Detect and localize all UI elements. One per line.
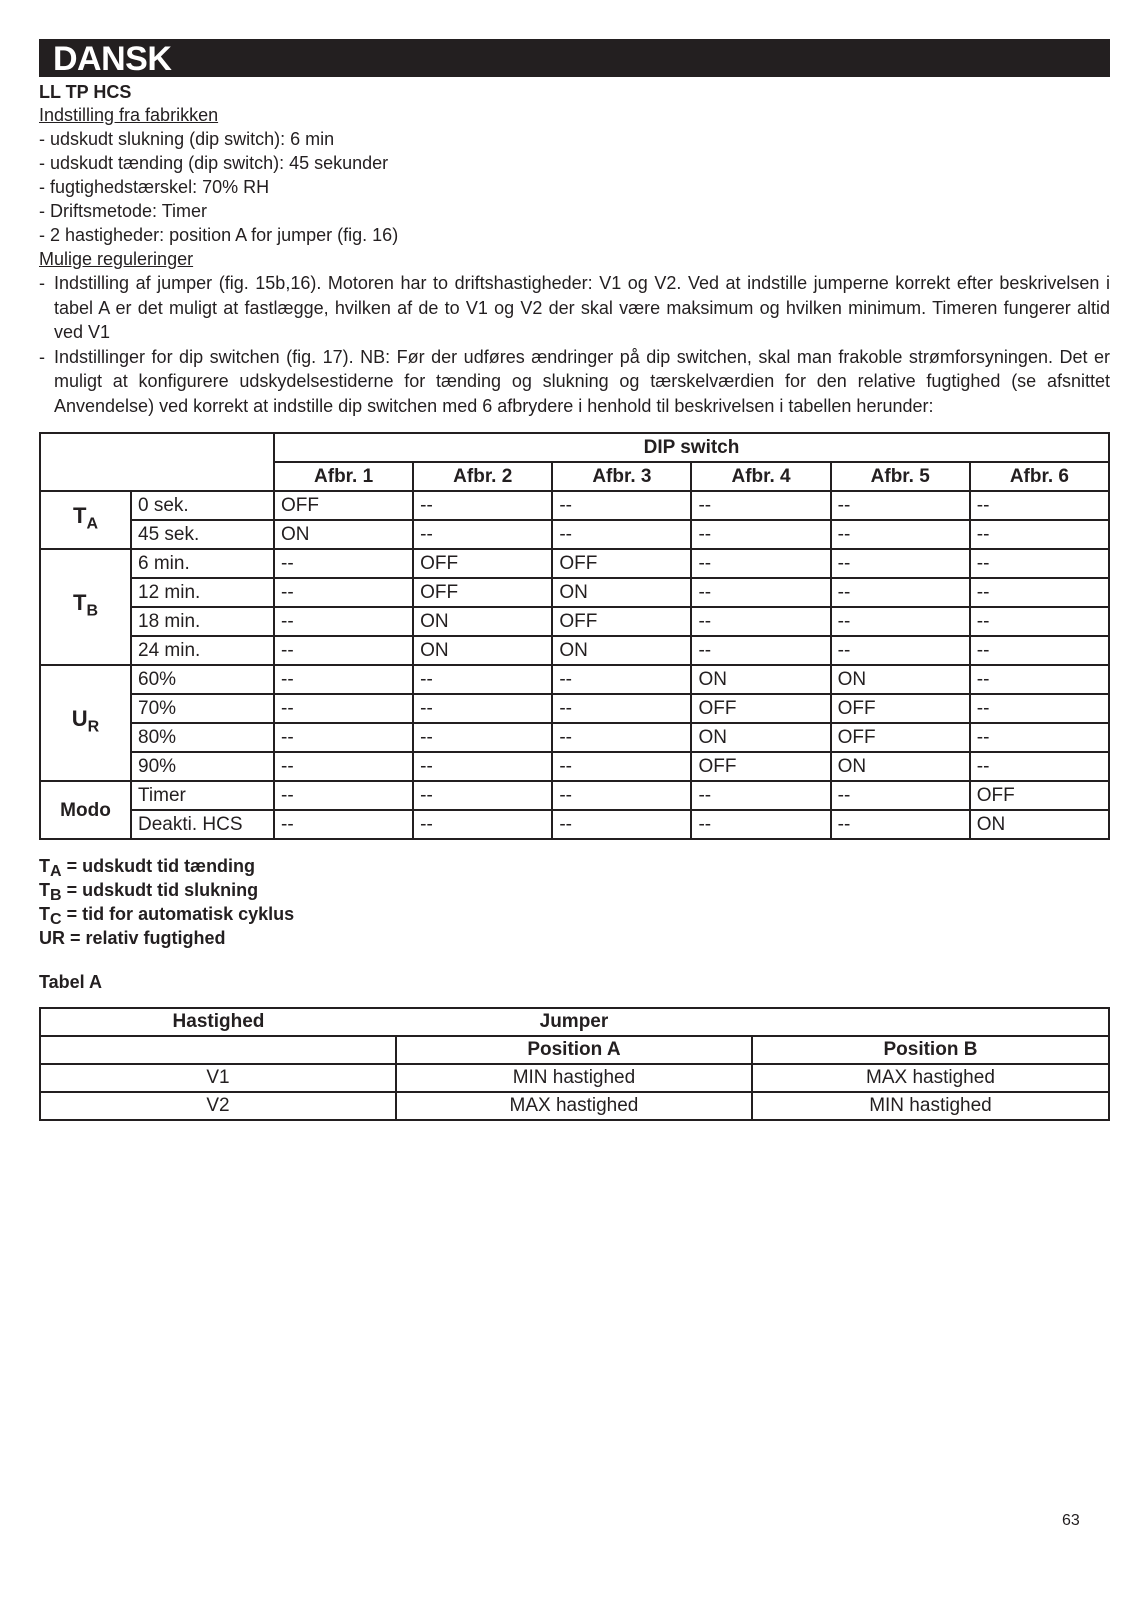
switch-state-cell: -- — [413, 520, 552, 549]
switch-state-cell: -- — [413, 694, 552, 723]
table-row — [40, 810, 1109, 839]
group-subscript: R — [87, 718, 100, 736]
group-label — [40, 491, 131, 549]
legend-symbol: T — [39, 904, 50, 924]
setting-label: 70% — [131, 694, 274, 723]
switch-state-cell: -- — [274, 781, 413, 810]
empty-cell — [40, 1036, 396, 1064]
switch-state-cell: OFF — [970, 781, 1109, 810]
table-row — [40, 607, 1109, 636]
position-b-cell: MAX hastighed — [752, 1064, 1109, 1092]
switch-state-cell: -- — [413, 752, 552, 781]
switch-column-header: Afbr. 3 — [552, 462, 691, 491]
switch-state-cell: -- — [552, 491, 691, 520]
switch-state-cell: -- — [691, 578, 830, 607]
switch-state-cell: -- — [691, 781, 830, 810]
switch-state-cell: OFF — [831, 694, 970, 723]
switch-state-cell: -- — [970, 694, 1109, 723]
jumper-subheader-row — [40, 1036, 1109, 1064]
table-row — [40, 520, 1109, 549]
switch-state-cell: -- — [274, 578, 413, 607]
legend-subscript: C — [50, 911, 62, 928]
switch-state-cell: -- — [831, 636, 970, 665]
switch-state-cell: OFF — [691, 752, 830, 781]
document-page — [39, 39, 1110, 1121]
group-label — [40, 781, 131, 839]
group-symbol: Modo — [60, 799, 111, 821]
switch-state-cell: -- — [970, 665, 1109, 694]
switch-state-cell: -- — [970, 607, 1109, 636]
dip-switch-table — [39, 432, 1110, 840]
table-row — [40, 578, 1109, 607]
adjust-item-text: Indstillinger for dip switchen (fig. 17). NB: Før der udføres ændringer på dip switchen, skal man frakoble strømforsyningen. Det er muligt at konfigurere udskydelsestiderne for tænding og slukning og tærskelværdien for den relative fugtighed (se afsnittet Anvendelse) ved korrekt at indstille dip switchen med 6 afbrydere i henhold til beskrivelsen i tabellen herunder: — [54, 346, 1110, 416]
table-row — [40, 1092, 1109, 1120]
switch-state-cell: ON — [691, 665, 830, 694]
factory-item: - 2 hastigheder: position A for jumper (fig. 16) — [39, 225, 399, 245]
switch-state-cell: OFF — [413, 549, 552, 578]
legend-symbol: T — [39, 880, 50, 900]
legend-item — [39, 926, 1110, 950]
speed-cell: V1 — [40, 1064, 396, 1092]
setting-label: 18 min. — [131, 607, 274, 636]
legend-text: = tid for automatisk cyklus — [61, 904, 295, 924]
factory-item: - udskudt tænding (dip switch): 45 sekunder — [39, 153, 389, 173]
switch-state-cell: -- — [552, 694, 691, 723]
setting-label: Deakti. HCS — [131, 810, 274, 839]
group-label — [40, 549, 131, 665]
setting-label: 6 min. — [131, 549, 274, 578]
legend-symbol: T — [39, 856, 50, 876]
switch-state-cell: ON — [831, 752, 970, 781]
switch-state-cell: -- — [552, 752, 691, 781]
switch-state-cell: ON — [274, 520, 413, 549]
table-row — [40, 694, 1109, 723]
switch-state-cell: -- — [691, 636, 830, 665]
switch-state-cell: -- — [970, 520, 1109, 549]
switch-state-cell: -- — [831, 520, 970, 549]
switch-state-cell: OFF — [413, 578, 552, 607]
setting-label: 12 min. — [131, 578, 274, 607]
switch-state-cell: -- — [831, 607, 970, 636]
position-a-header: Position A — [396, 1036, 752, 1064]
group-label — [40, 665, 131, 781]
switch-state-cell: ON — [413, 636, 552, 665]
switch-state-cell: -- — [274, 549, 413, 578]
position-b-header: Position B — [752, 1036, 1109, 1064]
switch-state-cell: -- — [831, 491, 970, 520]
factory-item: - fugtighedstærskel: 70% RH — [39, 177, 270, 197]
switch-state-cell: ON — [552, 636, 691, 665]
switch-state-cell: -- — [274, 665, 413, 694]
legend-symbol: UR — [39, 928, 65, 948]
switch-state-cell: OFF — [552, 607, 691, 636]
position-a-cell: MAX hastighed — [396, 1092, 752, 1120]
setting-label: 90% — [131, 752, 274, 781]
table-row — [40, 752, 1109, 781]
setting-label: Timer — [131, 781, 274, 810]
switch-state-cell: OFF — [691, 694, 830, 723]
switch-state-cell: -- — [552, 723, 691, 752]
switch-state-cell: -- — [831, 810, 970, 839]
legend — [39, 854, 1110, 950]
switch-state-cell: -- — [831, 578, 970, 607]
switch-state-cell: -- — [413, 781, 552, 810]
switch-state-cell: ON — [970, 810, 1109, 839]
switch-state-cell: -- — [413, 723, 552, 752]
factory-heading: Indstilling fra fabrikken — [39, 105, 219, 125]
setting-label: 0 sek. — [131, 491, 274, 520]
tabel-a-label: Tabel A — [39, 972, 103, 992]
switch-column-header: Afbr. 2 — [413, 462, 552, 491]
switch-state-cell: -- — [413, 810, 552, 839]
switch-state-cell: -- — [274, 607, 413, 636]
group-symbol: T — [72, 590, 87, 616]
switch-column-header: Afbr. 5 — [831, 462, 970, 491]
legend-text: = udskudt tid slukning — [61, 880, 259, 900]
adjust-item: - Indstilling af jumper (fig. 15b,16). Motoren har to driftshastigheder: V1 og V2. Ved at indstille jumperne korrekt efter beskrivelsen i tabel A er det muligt at fastlægge, hvilken af de to V1 og V2 der skal være maksimum og hvilken minimum. Timeren fungerer altid ved V1 — [39, 271, 1110, 345]
switch-state-cell: OFF — [552, 549, 691, 578]
legend-item — [39, 878, 1110, 902]
speed-cell: V2 — [40, 1092, 396, 1120]
table-row — [40, 636, 1109, 665]
legend-item — [39, 902, 1110, 926]
factory-item: - Driftsmetode: Timer — [39, 201, 208, 221]
position-b-cell: MIN hastighed — [752, 1092, 1109, 1120]
switch-state-cell: -- — [552, 520, 691, 549]
switch-state-cell: -- — [274, 810, 413, 839]
speed-header: Hastighed — [40, 1008, 396, 1036]
table-row — [40, 491, 1109, 520]
page-number: 63 — [1062, 1512, 1080, 1529]
jumper-header: Jumper — [396, 1008, 752, 1036]
factory-item: - udskudt slukning (dip switch): 6 min — [39, 129, 335, 149]
adjust-item: - Indstillinger for dip switchen (fig. 17). NB: Før der udføres ændringer på dip switchen, skal man frakoble strømforsyningen. Det er muligt at konfigurere udskydelsestiderne for tænding og slukning og tærskelværdien for den relative fugtighed (se afsnittet Anvendelse) ved korrekt at indstille dip switchen med 6 afbrydere i henhold til beskrivelsen i tabellen herunder: — [39, 345, 1110, 419]
switch-state-cell: -- — [413, 665, 552, 694]
setting-label: 60% — [131, 665, 274, 694]
switch-state-cell: -- — [274, 723, 413, 752]
switch-state-cell: ON — [413, 607, 552, 636]
position-a-cell: MIN hastighed — [396, 1064, 752, 1092]
table-row — [40, 665, 1109, 694]
legend-item — [39, 854, 1110, 878]
switch-state-cell: -- — [552, 781, 691, 810]
legend-text: = relativ fugtighed — [65, 928, 226, 948]
adjust-heading: Mulige reguleringer — [39, 249, 194, 269]
switch-state-cell: ON — [552, 578, 691, 607]
switch-state-cell: -- — [274, 636, 413, 665]
table-row — [40, 549, 1109, 578]
dip-title-row — [40, 433, 1109, 462]
switch-state-cell: -- — [970, 752, 1109, 781]
switch-state-cell: -- — [970, 723, 1109, 752]
group-subscript: B — [86, 602, 98, 620]
switch-state-cell: -- — [970, 491, 1109, 520]
switch-state-cell: -- — [691, 607, 830, 636]
switch-state-cell: -- — [274, 752, 413, 781]
group-symbol: U — [71, 706, 88, 732]
group-symbol: T — [72, 503, 87, 529]
legend-text: = udskudt tid tænding — [61, 856, 256, 876]
language-banner: DANSK — [39, 39, 1110, 77]
switch-state-cell: -- — [831, 549, 970, 578]
jumper-table — [39, 1007, 1110, 1121]
setting-label: 45 sek. — [131, 520, 274, 549]
switch-state-cell: -- — [691, 491, 830, 520]
model-title: LL TP HCS — [39, 82, 132, 102]
switch-state-cell: -- — [691, 549, 830, 578]
switch-state-cell: -- — [970, 636, 1109, 665]
switch-state-cell: OFF — [831, 723, 970, 752]
legend-subscript: B — [50, 887, 62, 904]
dip-title: DIP switch — [274, 433, 1109, 462]
switch-column-header: Afbr. 6 — [970, 462, 1109, 491]
factory-list — [39, 127, 1110, 247]
table-row — [40, 781, 1109, 810]
legend-subscript: A — [50, 863, 62, 880]
switch-state-cell: -- — [552, 810, 691, 839]
table-row — [40, 723, 1109, 752]
switch-state-cell: -- — [274, 694, 413, 723]
switch-state-cell: -- — [970, 578, 1109, 607]
setting-label: 24 min. — [131, 636, 274, 665]
corner-cell — [40, 433, 274, 491]
switch-state-cell: -- — [413, 491, 552, 520]
jumper-header-empty — [752, 1008, 1109, 1036]
switch-column-header: Afbr. 1 — [274, 462, 413, 491]
setting-label: 80% — [131, 723, 274, 752]
switch-state-cell: ON — [691, 723, 830, 752]
switch-state-cell: ON — [831, 665, 970, 694]
switch-column-header: Afbr. 4 — [691, 462, 830, 491]
switch-state-cell: -- — [970, 549, 1109, 578]
switch-state-cell: -- — [831, 781, 970, 810]
switch-state-cell: OFF — [274, 491, 413, 520]
adjust-item-text: Indstilling af jumper (fig. 15b,16). Motoren har to driftshastigheder: V1 og V2. Ved at indstille jumperne korrekt efter beskrivelsen i tabel A er det muligt at fastlægge, hvilken af de to V1 og V2 der skal være maksimum og hvilken minimum. Timeren fungerer altid ved V1 — [54, 273, 1110, 342]
group-subscript: A — [86, 515, 98, 533]
jumper-header-row — [40, 1008, 1109, 1036]
table-row — [40, 1064, 1109, 1092]
switch-state-cell: -- — [691, 520, 830, 549]
switch-state-cell: -- — [691, 810, 830, 839]
switch-state-cell: -- — [552, 665, 691, 694]
